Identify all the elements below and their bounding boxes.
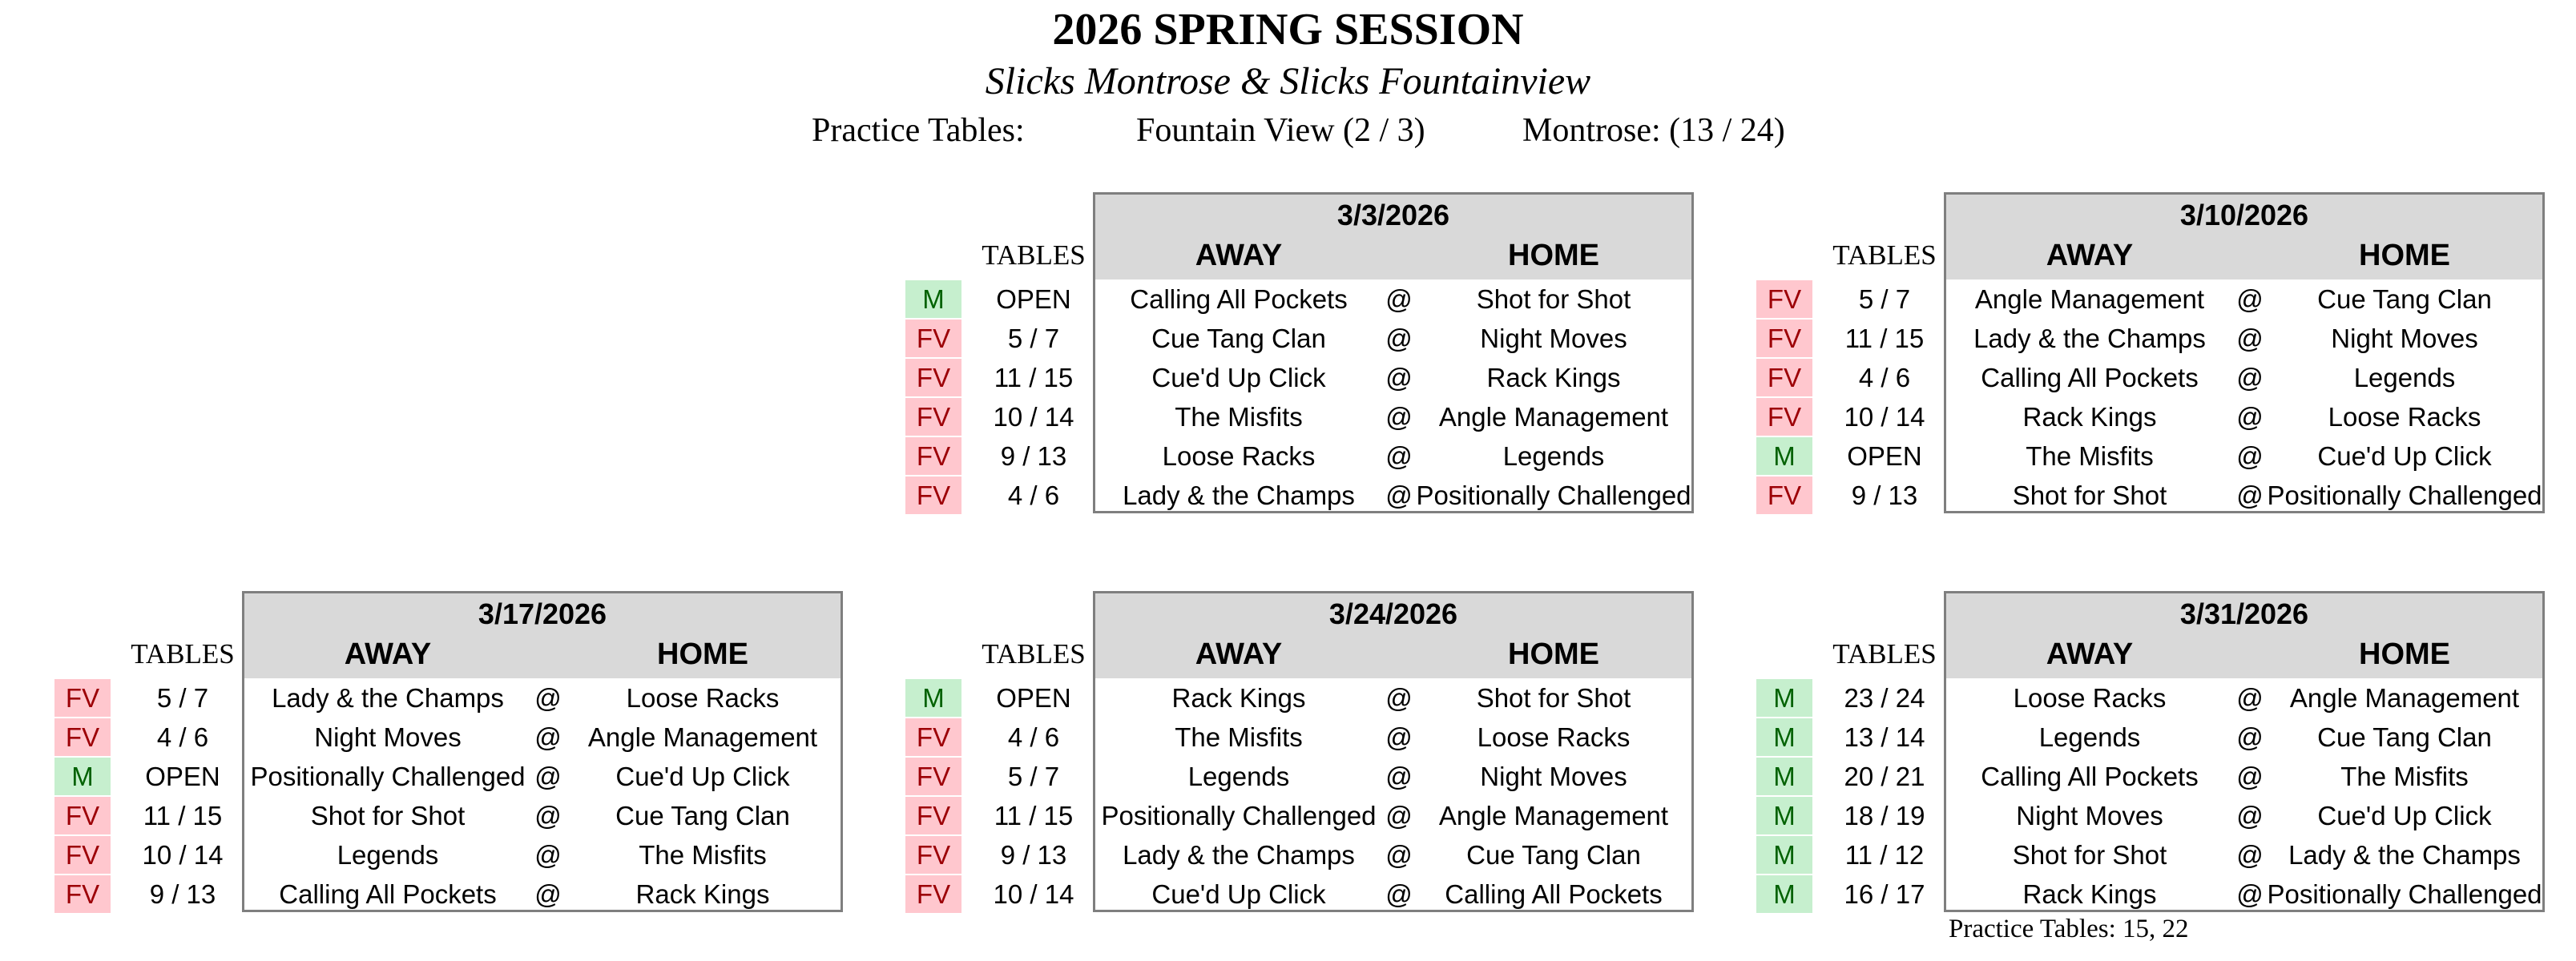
home-team: Cue'd Up Click <box>2317 441 2492 471</box>
home-team: Night Moves <box>1480 762 1627 791</box>
matchup-table <box>1093 591 1694 912</box>
away-team: Rack Kings <box>1171 683 1306 713</box>
location-badge-montrose: M <box>54 758 111 795</box>
table-numbers: 11 / 15 <box>994 801 1074 830</box>
home-team: Legends <box>1502 441 1605 471</box>
location-badge-fountainview: FV <box>54 875 111 913</box>
away-team: The Misfits <box>2026 441 2154 471</box>
location-badge-fountainview: FV <box>1756 359 1812 396</box>
home-team: Shot for Shot <box>1476 284 1631 314</box>
away-team: Loose Racks <box>1162 441 1316 471</box>
table-numbers: 5 / 7 <box>1007 762 1060 791</box>
location-badge-montrose: M <box>1756 758 1812 795</box>
week-date: 3/24/2026 <box>1328 597 1458 630</box>
at-separator: @ <box>2236 402 2264 432</box>
at-separator: @ <box>2236 762 2264 791</box>
home-team: Cue Tang Clan <box>1466 840 1641 870</box>
table-numbers: 9 / 13 <box>1851 480 1918 510</box>
home-team: Loose Racks <box>2328 402 2481 432</box>
at-separator: @ <box>1385 441 1413 471</box>
table-numbers: OPEN <box>996 683 1071 713</box>
table-numbers: 11 / 15 <box>143 801 223 830</box>
at-separator: @ <box>1385 801 1413 830</box>
home-team: Rack Kings <box>1486 363 1621 392</box>
at-separator: @ <box>534 722 562 752</box>
away-team: Calling All Pockets <box>279 879 497 909</box>
away-team: Legends <box>1187 762 1290 791</box>
location-badge-montrose: M <box>1756 437 1812 475</box>
away-team: Cue Tang Clan <box>1151 324 1326 353</box>
home-team: Cue'd Up Click <box>2317 801 2492 830</box>
table-numbers: 5 / 7 <box>1858 284 1911 314</box>
away-team: Night Moves <box>314 722 462 752</box>
at-separator: @ <box>2236 722 2264 752</box>
home-team: Cue Tang Clan <box>2317 722 2492 752</box>
table-numbers: 20 / 21 <box>1844 762 1925 791</box>
location-badge-fountainview: FV <box>905 320 961 357</box>
home-team: Loose Racks <box>1477 722 1631 752</box>
week-date: 3/10/2026 <box>2179 199 2309 231</box>
home-column-header: HOME <box>1508 239 1599 272</box>
at-separator: @ <box>2236 363 2264 392</box>
home-team: Positionally Challenged <box>1416 480 1691 510</box>
away-team: Shot for Shot <box>2012 480 2167 510</box>
home-team: The Misfits <box>639 840 767 870</box>
home-column-header: HOME <box>2359 239 2450 272</box>
week-date: 3/17/2026 <box>478 597 607 630</box>
at-separator: @ <box>1385 324 1413 353</box>
table-numbers: OPEN <box>996 284 1071 314</box>
away-column-header: AWAY <box>2046 239 2134 272</box>
location-badge-fountainview: FV <box>54 797 111 834</box>
table-numbers: 5 / 7 <box>156 683 209 713</box>
table-numbers: 13 / 14 <box>1844 722 1925 752</box>
at-separator: @ <box>2236 840 2264 870</box>
location-badge-montrose: M <box>1756 797 1812 834</box>
location-badge-fountainview: FV <box>905 398 961 436</box>
at-separator: @ <box>534 840 562 870</box>
week-date: 3/3/2026 <box>1336 199 1450 231</box>
table-numbers: 10 / 14 <box>142 840 224 870</box>
at-separator: @ <box>534 762 562 791</box>
tables-column-label: TABLES <box>1832 239 1937 271</box>
away-team: Calling All Pockets <box>1981 762 2199 791</box>
table-numbers: 11 / 12 <box>1844 840 1925 870</box>
away-column-header: AWAY <box>2046 637 2134 671</box>
home-team: Cue Tang Clan <box>2317 284 2492 314</box>
location-badge-montrose: M <box>905 679 961 717</box>
table-numbers: 16 / 17 <box>1844 879 1925 909</box>
matchup-table <box>1944 192 2545 513</box>
week-date: 3/31/2026 <box>2179 597 2309 630</box>
table-numbers: 23 / 24 <box>1844 683 1925 713</box>
away-team: Cue'd Up Click <box>1151 879 1326 909</box>
home-team: Lady & the Champs <box>2288 840 2521 870</box>
table-numbers: 10 / 14 <box>1844 402 1925 432</box>
table-numbers: 9 / 13 <box>149 879 216 909</box>
home-column-header: HOME <box>2359 637 2450 671</box>
home-team: Angle Management <box>1438 402 1669 432</box>
table-numbers: 18 / 19 <box>1844 801 1925 830</box>
away-team: The Misfits <box>1175 722 1303 752</box>
home-team: Cue'd Up Click <box>615 762 790 791</box>
away-team: Lady & the Champs <box>1123 480 1355 510</box>
table-numbers: 5 / 7 <box>1007 324 1060 353</box>
away-team: Positionally Challenged <box>250 762 526 791</box>
at-separator: @ <box>2236 284 2264 314</box>
table-numbers: OPEN <box>1847 441 1922 471</box>
page-title: 2026 SPRING SESSION <box>1052 5 1524 54</box>
table-numbers: 4 / 6 <box>1007 722 1060 752</box>
away-team: Positionally Challenged <box>1101 801 1377 830</box>
away-team: Night Moves <box>2016 801 2163 830</box>
tables-column-label: TABLES <box>982 239 1086 271</box>
table-numbers: 9 / 13 <box>1000 441 1067 471</box>
home-column-header: HOME <box>1508 637 1599 671</box>
away-team: Legends <box>2038 722 2141 752</box>
away-team: Loose Racks <box>2013 683 2167 713</box>
location-badge-fountainview: FV <box>1756 320 1812 357</box>
home-team: Cue Tang Clan <box>615 801 790 830</box>
location-badge-fountainview: FV <box>905 797 961 834</box>
location-badge-montrose: M <box>1756 679 1812 717</box>
matchup-table <box>1944 591 2545 912</box>
away-team: Shot for Shot <box>2012 840 2167 870</box>
at-separator: @ <box>2236 683 2264 713</box>
location-badge-fountainview: FV <box>54 718 111 756</box>
table-numbers: 4 / 6 <box>1007 480 1060 510</box>
location-badge-fountainview: FV <box>905 718 961 756</box>
at-separator: @ <box>1385 762 1413 791</box>
table-numbers: 4 / 6 <box>1858 363 1911 392</box>
home-column-header: HOME <box>657 637 748 671</box>
home-team: Angle Management <box>587 722 818 752</box>
home-team: Night Moves <box>2331 324 2478 353</box>
away-team: The Misfits <box>1175 402 1303 432</box>
away-team: Lady & the Champs <box>1973 324 2206 353</box>
away-column-header: AWAY <box>1195 637 1283 671</box>
location-badge-fountainview: FV <box>905 476 961 514</box>
tables-column-label: TABLES <box>131 638 235 669</box>
at-separator: @ <box>2236 441 2264 471</box>
at-separator: @ <box>534 879 562 909</box>
away-team: Legends <box>337 840 439 870</box>
at-separator: @ <box>1385 363 1413 392</box>
table-numbers: 11 / 15 <box>1844 324 1925 353</box>
home-team: Positionally Challenged <box>2267 879 2542 909</box>
practice-tables-montrose: Montrose: (13 / 24) <box>1522 112 1785 149</box>
away-team: Shot for Shot <box>310 801 466 830</box>
location-badge-fountainview: FV <box>905 836 961 874</box>
at-separator: @ <box>1385 480 1413 510</box>
away-team: Cue'd Up Click <box>1151 363 1326 392</box>
tables-column-label: TABLES <box>1832 638 1937 669</box>
location-badge-montrose: M <box>1756 875 1812 913</box>
at-separator: @ <box>1385 402 1413 432</box>
at-separator: @ <box>2236 801 2264 830</box>
at-separator: @ <box>2236 324 2264 353</box>
table-numbers: 4 / 6 <box>156 722 209 752</box>
away-team: Lady & the Champs <box>1123 840 1355 870</box>
location-badge-montrose: M <box>905 280 961 318</box>
location-badge-fountainview: FV <box>905 437 961 475</box>
at-separator: @ <box>2236 480 2264 510</box>
away-team: Rack Kings <box>2022 402 2157 432</box>
away-team: Rack Kings <box>2022 879 2157 909</box>
practice-tables-fountainview: Fountain View (2 / 3) <box>1136 112 1425 149</box>
location-badge-fountainview: FV <box>1756 280 1812 318</box>
at-separator: @ <box>1385 879 1413 909</box>
practice-tables-note: Practice Tables: 15, 22 <box>1949 915 2189 943</box>
away-team: Angle Management <box>1974 284 2205 314</box>
table-numbers: 10 / 14 <box>993 402 1074 432</box>
away-team: Calling All Pockets <box>1981 363 2199 392</box>
home-team: The Misfits <box>2340 762 2469 791</box>
table-numbers: 9 / 13 <box>1000 840 1067 870</box>
table-numbers: 11 / 15 <box>994 363 1074 392</box>
location-badge-fountainview: FV <box>1756 476 1812 514</box>
table-numbers: OPEN <box>145 762 220 791</box>
at-separator: @ <box>1385 840 1413 870</box>
tables-column-label: TABLES <box>982 638 1086 669</box>
at-separator: @ <box>1385 683 1413 713</box>
at-separator: @ <box>534 683 562 713</box>
away-team: Calling All Pockets <box>1130 284 1348 314</box>
location-badge-fountainview: FV <box>905 359 961 396</box>
away-column-header: AWAY <box>1195 239 1283 272</box>
location-badge-fountainview: FV <box>905 758 961 795</box>
at-separator: @ <box>1385 284 1413 314</box>
home-team: Night Moves <box>1480 324 1627 353</box>
home-team: Legends <box>2353 363 2456 392</box>
home-team: Angle Management <box>2289 683 2520 713</box>
page-subtitle: Slicks Montrose & Slicks Fountainview <box>985 60 1591 103</box>
location-badge-montrose: M <box>1756 836 1812 874</box>
home-team: Calling All Pockets <box>1445 879 1663 909</box>
table-numbers: 10 / 14 <box>993 879 1074 909</box>
at-separator: @ <box>534 801 562 830</box>
matchup-table <box>242 591 843 912</box>
location-badge-fountainview: FV <box>54 679 111 717</box>
at-separator: @ <box>1385 722 1413 752</box>
away-column-header: AWAY <box>344 637 432 671</box>
home-team: Rack Kings <box>635 879 770 909</box>
location-badge-fountainview: FV <box>54 836 111 874</box>
home-team: Angle Management <box>1438 801 1669 830</box>
location-badge-montrose: M <box>1756 718 1812 756</box>
practice-tables-label: Practice Tables: <box>812 112 1025 149</box>
home-team: Loose Racks <box>626 683 780 713</box>
location-badge-fountainview: FV <box>905 875 961 913</box>
location-badge-fountainview: FV <box>1756 398 1812 436</box>
at-separator: @ <box>2236 879 2264 909</box>
home-team: Shot for Shot <box>1476 683 1631 713</box>
away-team: Lady & the Champs <box>272 683 504 713</box>
home-team: Positionally Challenged <box>2267 480 2542 510</box>
